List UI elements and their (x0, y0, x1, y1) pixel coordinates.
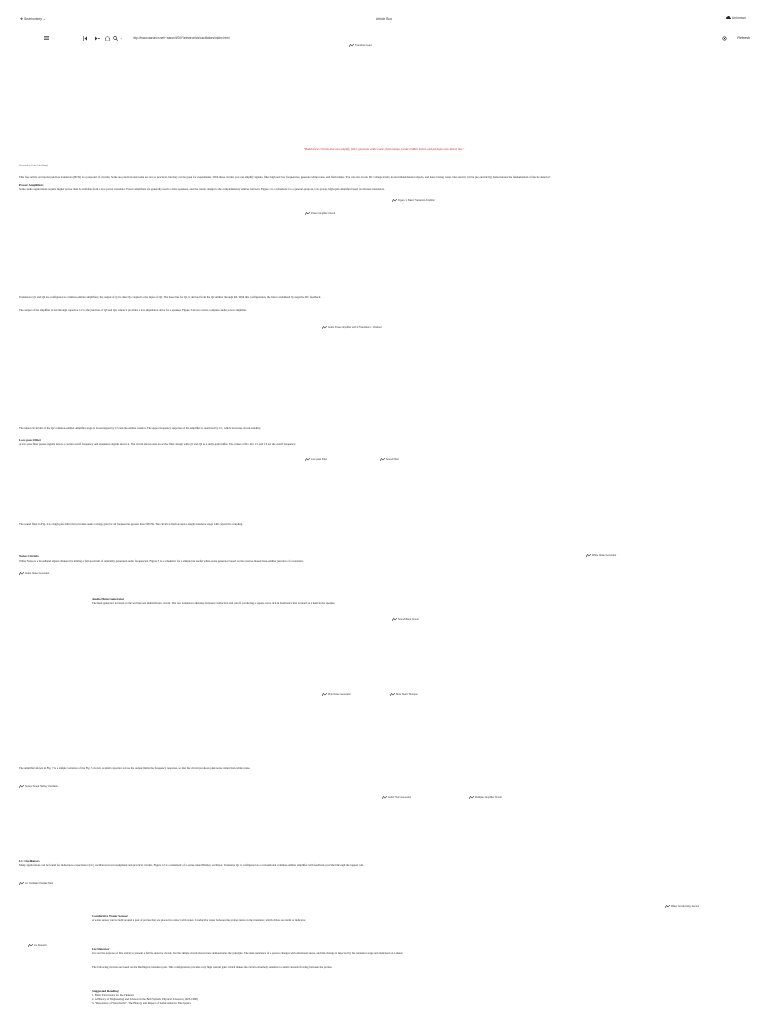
figure-caption[interactable]: Water Conductivity Sensor (665, 905, 699, 909)
reading-item[interactable]: 1. Basic Electronics for the Tinkerer (92, 993, 134, 997)
circuit-thumbnail-icon (28, 944, 33, 947)
paragraph: Some audio applications require higher power than is available from a low-power transistor. Power amplifiers are generally used to drive speakers, and the classic design is the complementary emitter follower. Figure 1 is a schematic for a general-purpose, low-power, high-gain amplifier based on discrete transistors. (19, 187, 385, 191)
paragraph: Many applications can be found for inductance-capacitance (LC) oscillators in test equipment and practical circuits. Figure 12 is a schematic of a series-tuned Hartley oscillator. Transistor Q1 is configured as a conventional common-emitter amplifier with feedback provided through the tapped coil. (19, 863, 364, 867)
circuit-thumbnail-icon (19, 882, 24, 885)
circuit-thumbnail-icon (469, 796, 474, 799)
circuit-thumbnail-icon (305, 458, 310, 461)
reading-item[interactable]: 2. A History of Engineering and Science in the Bell System, Physical Sciences (1925-1980) (92, 997, 198, 1001)
figure-caption[interactable]: Slow Heart Thumper (390, 693, 418, 697)
circuit-thumbnail-icon (305, 212, 310, 215)
figure-caption[interactable]: Low-pass Filter (305, 458, 327, 462)
article-quote: "Build these circuits that can amplify, filter, generate white noise, flash lamps, locate hidden metal, and perhaps even detect lies." (303, 147, 465, 151)
user-status-label: Unknown (731, 16, 746, 20)
circuit-thumbnail-icon (392, 199, 397, 202)
paragraph: The tuned circuit R2 of the Q2 common-emitter amplifier stage is bootstrapped by C3 and the emitter resistor. The upper frequency response of the amplifier is restricted by C1, which increases circuit stability. (19, 426, 261, 430)
figure-caption[interactable]: Series Tuned Hartley Oscillator (19, 785, 58, 789)
intro-paragraph: This free article on bipolar junction transistors (BJTs) is a potpourri of circuits. Some are practical and some are not so practical, but they can be great for experiments. With these circuits you can amplify signals, filter high and low frequencies, generate white noise, and flash lamps. You can also locate DC voltage levels, locate hidden/buried objects, and detect rising water. Our electric wit lie (no electricity) demonstrates the fundamentals of the lie detector! (19, 175, 551, 179)
figure-caption[interactable]: Audio Hum Generator (382, 796, 411, 800)
circuit-thumbnail-icon (392, 618, 397, 621)
circuit-thumbnail-icon (586, 554, 591, 557)
section-heading: LC Oscillators (19, 859, 40, 863)
chevron-down-icon[interactable]: ⌄ (120, 36, 123, 40)
figure-caption[interactable]: Sound Band Circuit (392, 618, 419, 622)
paragraph: It is not the purpose of this article to present a full lie detector circuit, but the simple circuit shown here demonstrates the principle. The skin resistance of a person changes with emotional stress, and this change is detected by the transistor stage and indicated on a meter. (92, 951, 404, 955)
chevron-down-icon: ⌄ (42, 17, 46, 21)
paragraph: The output of the amplifier is fed through capacitor C2 to the junction of Q3 and Q4, where it provides a low-impedance drive for a speaker. Figure 3 shows a more complete audio power amplifier. (19, 308, 247, 312)
circuit-thumbnail-icon (390, 693, 395, 696)
figure-caption[interactable]: White Noise Generator (586, 554, 616, 558)
figure-caption[interactable]: Lie Detector (28, 944, 47, 948)
figure-caption[interactable]: LC Oscillator Parallel Tank (19, 882, 53, 886)
paragraph: A low-pass filter passes signals below a certain cutoff frequency and attenuates signals above it. The circuit shown uses an active filter design with Q1 and Q2 as a unity-gain buffer. The values of R1, R2, C1 and C2 set the cutoff frequency. (19, 442, 296, 446)
paragraph: The sound filter in Fig. 4 is a high-pass filter that provides audio voltage gain for all frequencies greater than 500 Hz. The circuit is built around a single transistor stage with capacitive coupling. (19, 522, 243, 526)
top-caption-label: Transistor Lead (355, 44, 372, 47)
reading-item[interactable]: 3. "Resonance of Waveforms", The History and Impact of Semiconductor Electronics (92, 1001, 191, 1005)
figure-caption[interactable]: Audio Power Amplifier with 2 Transistors - Clocked (322, 326, 381, 330)
figure-caption[interactable]: Sound Filter (380, 458, 399, 462)
circuit-thumbnail-icon (380, 458, 385, 461)
section-heading: Power Amplifiers (19, 183, 44, 187)
circuit-thumbnail-icon (382, 796, 387, 799)
section-heading: Conductive Water Sensor (92, 914, 128, 918)
figure-caption[interactable]: Pink Noise Generator (322, 693, 351, 697)
refresh-button[interactable]: Refresh (737, 36, 750, 40)
circuit-thumbnail-icon (665, 905, 670, 908)
paragraph: A water sensor can be built around a pair of probes that are placed in contact with water. Conductive water between the probes turns on the transistor, which drives an alarm or indicator. (92, 918, 306, 922)
section-heading: Noise Circuits (19, 554, 39, 558)
section-heading: Low-pass Filter (19, 438, 42, 442)
paragraph: The following circuits are based on the Darlington transistor pair. This configuration provides very high current gain, which makes the circuit extremely sensitive to small currents flowing between the probes. (92, 965, 333, 969)
byline: Reworked by Delay Jerk (Ramp) (19, 165, 48, 167)
circuit-thumbnail-icon (349, 44, 354, 47)
app-menu-label: Seamonkey (24, 17, 42, 21)
paragraph: The amplifier shown in Fig. 7 is a simple variation of the Fig. 5 circuit. A small capacitor across the output limits the frequency response, so that the circuit produces pink noise rather than white noise. (19, 766, 251, 770)
circuit-thumbnail-icon (322, 326, 327, 329)
paragraph: The hum generator is based on the well known multivibrator circuit. The two transistors alternate between conduction and cutoff, producing a square wave rich in harmonics that is heard as a hum in the speaker. (92, 601, 336, 605)
section-heading: Audio Hum Generator (92, 597, 125, 601)
circuit-thumbnail-icon (322, 693, 327, 696)
paragraph: Transistors Q1 and Q2 are configured as common-emitter amplifiers; the output of Q1 is directly coupled to the input of Q2. The base bias for Q1 is derived from the Q2 emitter through R2. With this configuration, the bias is stabilized by negative DC feedback. (19, 295, 321, 299)
circuit-thumbnail-icon (19, 785, 24, 788)
figure-caption (349, 44, 372, 48)
paragraph: White Noise is a broadband signal obtained by mixing a full spectrum of randomly generated audio frequencies. Figure 5 is a schematic for a simple but useful white-noise generator based on the reverse-biased base-emitter junction of a transistor. (19, 559, 304, 563)
figure-caption[interactable]: Figure 1. Basic Transistor Amplifier (392, 199, 435, 203)
section-heading: Lie Detector (92, 947, 110, 951)
window-title: Article Box (375, 17, 393, 21)
figure-caption[interactable]: Multiplex Amplifier Circuit (469, 796, 502, 800)
figure-caption[interactable]: Power Amplifier Circuit (305, 212, 335, 216)
section-heading: Suggested Reading (92, 989, 119, 993)
circuit-thumbnail-icon (19, 572, 24, 575)
figure-caption[interactable]: Audio Noise Generator (19, 572, 49, 576)
apple-icon: ❖ (20, 17, 24, 21)
